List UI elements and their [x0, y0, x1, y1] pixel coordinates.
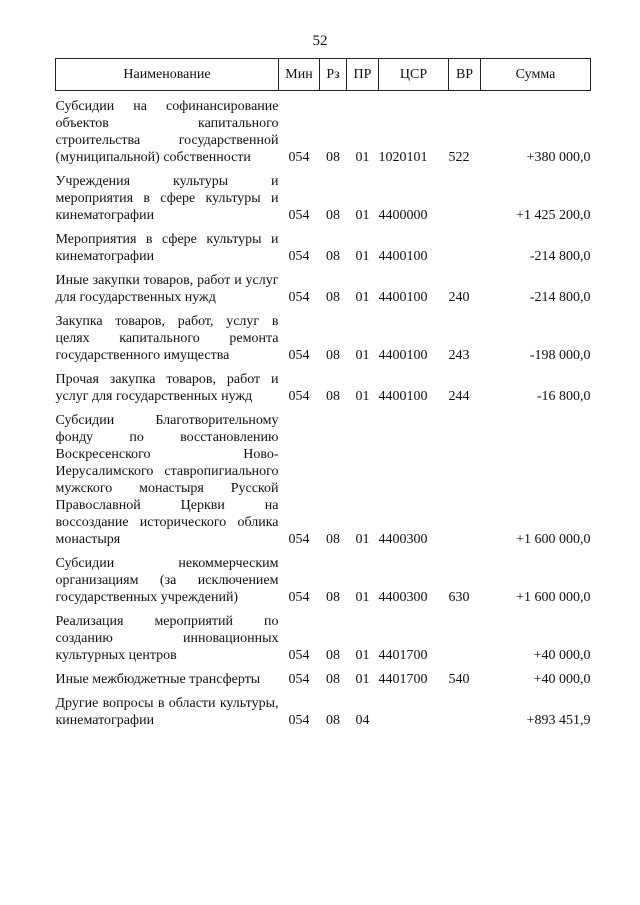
cell-rz: 08	[326, 648, 340, 663]
cell-csr: 4401700	[378, 672, 428, 687]
cell-pr: 01	[355, 348, 370, 363]
cell-min: 054	[288, 590, 310, 605]
cell-min: 054	[288, 249, 310, 264]
cell-pr: 01	[355, 208, 370, 223]
cell-csr: 4400100	[378, 389, 428, 404]
cell-csr: 4400300	[378, 590, 428, 605]
cell-name: Субсидии некоммерческим организациям (за исключением государственных учреждений)	[55, 556, 279, 605]
cell-sum: +380 000,0	[526, 150, 591, 165]
cell-pr: 01	[355, 150, 370, 165]
header-rz: Рз	[320, 59, 347, 91]
cell-csr: 1020101	[378, 150, 428, 165]
header-name: Наименование	[56, 59, 279, 91]
cell-sum: -214 800,0	[529, 249, 591, 264]
cell-pr: 01	[355, 249, 370, 264]
cell-vr: 540	[448, 672, 470, 687]
cell-sum: +1 600 000,0	[516, 590, 591, 605]
cell-rz: 08	[326, 208, 340, 223]
cell-sum: -214 800,0	[529, 290, 591, 305]
table-row	[56, 664, 591, 688]
cell-min: 054	[288, 348, 310, 363]
cell-vr	[449, 224, 481, 265]
cell-name: Субсидии на софинансирование объектов капитального строительства государственной (муниципальной) собственности	[55, 99, 279, 165]
cell-csr: 4400100	[378, 249, 428, 264]
cell-vr: 244	[448, 389, 470, 404]
cell-vr	[449, 166, 481, 224]
cell-rz: 08	[326, 249, 340, 264]
cell-rz: 08	[326, 590, 340, 605]
header-pr: ПР	[347, 59, 379, 91]
cell-sum: +40 000,0	[533, 672, 591, 687]
cell-vr	[449, 606, 481, 664]
cell-vr: 243	[448, 348, 470, 363]
table-row	[56, 224, 591, 265]
cell-pr: 04	[355, 713, 370, 728]
cell-min: 054	[288, 208, 310, 223]
table-row	[56, 265, 591, 306]
table-row	[56, 606, 591, 664]
header-vr: ВР	[449, 59, 481, 91]
cell-rz: 08	[326, 150, 340, 165]
cell-rz: 08	[326, 672, 340, 687]
cell-min: 054	[288, 290, 310, 305]
cell-pr: 01	[355, 648, 370, 663]
cell-csr: 4400100	[378, 290, 428, 305]
cell-pr: 01	[355, 389, 370, 404]
cell-name: Закупка товаров, работ, услуг в целях капитального ремонта государственного имущества	[55, 314, 279, 363]
cell-csr: 4401700	[378, 648, 428, 663]
cell-name: Реализация мероприятий по созданию инновационных культурных центров	[55, 614, 279, 663]
cell-min: 054	[288, 532, 310, 547]
table-row	[56, 405, 591, 548]
cell-min: 054	[288, 672, 310, 687]
cell-name: Субсидии Благотворительному фонду по восстановлению Воскресенского Ново-Иерусалимского ставропигиального мужского монастыря Русской Православной Церкви на воссоздание исторического облика монастыря	[55, 413, 279, 547]
cell-pr: 01	[355, 672, 370, 687]
cell-sum: +1 600 000,0	[516, 532, 591, 547]
header-row	[56, 59, 591, 91]
budget-table	[55, 58, 591, 729]
cell-sum: +1 425 200,0	[516, 208, 591, 223]
cell-csr: 4400000	[378, 208, 428, 223]
cell-rz: 08	[326, 713, 340, 728]
cell-sum: +893 451,9	[526, 713, 591, 728]
cell-min: 054	[288, 648, 310, 663]
table-row	[56, 364, 591, 405]
header-csr: ЦСР	[379, 59, 449, 91]
cell-pr: 01	[355, 290, 370, 305]
header-min: Мин	[279, 59, 320, 91]
cell-name: Мероприятия в сфере культуры и кинематографии	[55, 232, 279, 264]
table-row	[56, 306, 591, 364]
cell-csr	[379, 688, 449, 729]
table-row	[56, 548, 591, 606]
cell-csr: 4400300	[378, 532, 428, 547]
cell-sum: -16 800,0	[536, 389, 591, 404]
table-body	[56, 91, 591, 730]
cell-rz: 08	[326, 532, 340, 547]
table-row	[56, 166, 591, 224]
cell-rz: 08	[326, 389, 340, 404]
page-number: 52	[312, 33, 328, 49]
cell-min: 054	[288, 389, 310, 404]
cell-rz: 08	[326, 290, 340, 305]
cell-vr: 240	[448, 290, 470, 305]
cell-pr: 01	[355, 532, 370, 547]
cell-name: Другие вопросы в области культуры, кинематографии	[55, 696, 279, 728]
table-row	[56, 688, 591, 729]
cell-sum: +40 000,0	[533, 648, 591, 663]
cell-vr	[449, 688, 481, 729]
cell-name: Учреждения культуры и мероприятия в сфере культуры и кинематографии	[55, 174, 279, 223]
cell-sum: -198 000,0	[529, 348, 591, 363]
cell-vr	[449, 405, 481, 548]
cell-csr: 4400100	[378, 348, 428, 363]
cell-rz: 08	[326, 348, 340, 363]
cell-pr: 01	[355, 590, 370, 605]
cell-name: Прочая закупка товаров, работ и услуг для государственных нужд	[55, 372, 279, 404]
cell-name: Иные закупки товаров, работ и услуг для государственных нужд	[55, 273, 279, 305]
cell-min: 054	[288, 713, 310, 728]
header-sum: Сумма	[481, 59, 591, 91]
cell-vr: 522	[448, 150, 470, 165]
cell-name: Иные межбюджетные трансферты	[55, 672, 261, 687]
table-row	[56, 91, 591, 167]
cell-vr: 630	[448, 590, 470, 605]
cell-min: 054	[288, 150, 310, 165]
